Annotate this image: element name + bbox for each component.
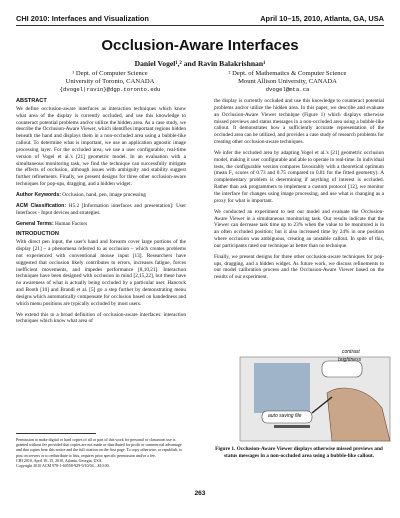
acm-label: ACM Classification: <box>16 202 67 209</box>
acm-classification <box>16 203 186 217</box>
general-terms <box>16 221 186 228</box>
terms-text: Human Factors <box>54 220 88 227</box>
right-column <box>214 98 384 285</box>
image-preview <box>254 363 310 413</box>
figure-illustration <box>232 353 392 445</box>
header-left: CHI 2010: Interfaces and Visualization <box>16 14 149 23</box>
progress-bar <box>274 425 310 428</box>
authors: Daniel Vogel¹,² and Ravin Balakrishnan¹ <box>134 59 266 68</box>
abstract-text: We define occlusion-aware interfaces as interaction techniques which know what area of the display is currently occluded, and use this knowledge to counteract potential problems and/or utilize the hidden area. As a case study, we describe the Occlusion-Aware Viewer, which identifies important regions hidden beneath the hand and displays them in a non-occluded area using a bubble-like callout. To determine what is important, we use an application agnostic image processing layer. For the occluded area, we use a user configurable, real-time version of Vogel et al.'s [21] geometric model. In an evaluation with a simultaneous monitoring task, we find the technique can successfully mitigate the effects of occlusion, although issues with ambiguity and stability suggest further refinements. Finally, we present designs for three other occlusion-aware techniques for pop-ups, dragging, and a hidden widget. <box>16 105 186 188</box>
right-paragraph-4: Finally, we present designs for three other occlusion-aware techniques for pop-ups, dragging, and a hidden widget. As future work, we discuss refinements to our model calibration process and the Occlusion-Aware Viewer based on the results of our experiment. <box>214 253 384 281</box>
header-right: April 10–15, 2010, Atlanta, GA, USA <box>260 14 384 23</box>
brightness-label: brightness <box>338 357 362 363</box>
permission-text: Permission to make digital or hard copies of all or part of this work for personal or classroom use is granted without fee provided that copies are not made or distributed for profit or commercial advantage and that copies bear this notice and the full citation on the first page. To copy otherwise, or republish, to post on servers or to redistribute to lists, requires prior specific permission and/or a fee. <box>16 437 183 458</box>
affiliation-dept: ² Dept. of Mathematics & Computer Science <box>228 70 347 77</box>
left-column <box>16 98 186 329</box>
keywords-text: Occlusion, hand, pen, image processing <box>62 191 146 198</box>
intro-paragraph-1: With direct pen input, the user's hand and forearm cover large portions of the display [21] – a phenomena referred to as occlusion – which creates problems not experienced with conventional mouse input [13]. Researchers have suggested that occlusion likely contributes to errors, increases fatigue, forces inefficient movements, and impedes performance [8,10,21]. Interaction techniques have been designed with occlusion in mind [2,15,22], but these have no awareness of what is actually being occluded by a particular user. Hancock and Booth [10] and Brandl et al. [5] go a step further by demonstrating menu designs which automatically compensate for occlusion based on handedness and which menu positions are typically occluded by most users. <box>16 239 186 307</box>
permission-notice <box>16 437 186 468</box>
intro-heading: INTRODUCTION <box>16 231 59 238</box>
figure-caption: Figure 1. Occlusion-Aware Viewer displays otherwise missed previews and status messages in a non-occluded area using a bubble-like callout. <box>215 446 383 459</box>
intro-paragraph-2: We extend this to a broad definition of occlusion-aware interfaces: interaction techniques which know what area of <box>16 311 186 325</box>
affiliation-1 <box>40 70 180 94</box>
keywords-label: Author Keywords: <box>16 191 61 198</box>
affiliation-email: {dvogel|ravin}@dgp.toronto.edu <box>59 86 161 93</box>
copyright-line: Copyright 2010 ACM 978-1-60558-929-9/10/04....$10.00. <box>16 463 110 469</box>
affiliation-email: dvogel@mta.ca <box>265 86 310 93</box>
header-rule <box>16 25 384 26</box>
affiliation-inst: University of Toronto, CANADA <box>65 78 155 85</box>
right-paragraph-2: We infer the occluded area by adapting Vogel et al.'s [21] geometric occlusion model, making it user configurable and able to operate in real-time. In individual tests, the configurable version compares favourably with a theoretical optimum (mean F₁ scores of 0.73 and 0.75 compared to 0.81 for the fitted geometry). A complementary problem is determining if anything of interest is occluded. Rather than ask programmers to implement a custom protocol [12], we monitor the interface for changes using image processing, and use what is changing as a proxy for what is important. <box>214 149 384 204</box>
right-paragraph-1: the display is currently occluded and use this knowledge to counteract potential problems and/or utilize the hidden area. In this paper, we describe and evaluate an Occlusion-Aware Viewer technique (Figure 1) which displays otherwise missed previews and status messages in a non-occluded area using a bubble-like callout. It demonstrates how a sufficiently accurate representation of the occluded area can be utilized, and provides a case study of research problems for creating other occlusion-aware techniques. <box>214 98 384 146</box>
acm-text: H5.2 [Information interfaces and presentation]: User Interfaces - Input devices and strategies. <box>16 202 186 216</box>
conference-line: CHI 2010, April 10–15, 2010, Atlanta, Georgia, USA. <box>16 457 103 463</box>
autosave-label: auto saving file <box>268 413 302 419</box>
affiliation-2 <box>205 70 370 94</box>
figure-1 <box>232 349 392 445</box>
affiliation-dept: ¹ Dept. of Computer Science <box>72 70 148 77</box>
affiliation-inst: Mount Allison University, CANADA <box>238 78 337 85</box>
contrast-label: contrast <box>342 349 360 355</box>
page-number: 263 <box>194 490 206 497</box>
paper-title: Occlusion-Aware Interfaces <box>101 37 299 54</box>
keywords <box>16 192 186 199</box>
footnote-rule <box>16 433 96 434</box>
right-paragraph-3: We conducted an experiment to test our model and evaluate the Occlusion-Aware Viewer in a simultaneous monitoring task. Our results indicate that the Viewer can decrease task time up to 23% when the value to be monitored is in an often occluded position; but it also increased time by 24% in one position where occlusion was ambiguous, creating an unstable callout. In spite of this, our participants rated our technique as better than no technique. <box>214 208 384 249</box>
viewer-callout-top <box>322 361 362 377</box>
abstract-heading: ABSTRACT <box>16 98 47 104</box>
terms-label: General Terms: <box>16 220 54 227</box>
